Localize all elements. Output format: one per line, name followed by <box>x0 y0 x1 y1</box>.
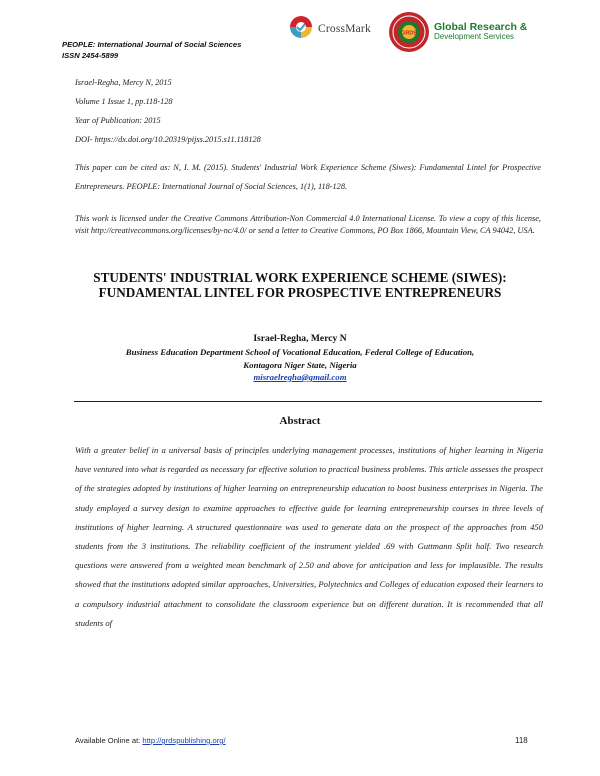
section-divider <box>74 401 542 402</box>
affiliation-line-1: Business Education Department School of Vocational Education, Federal College of Education, <box>125 347 475 357</box>
publisher-seal-icon <box>388 11 430 53</box>
crossmark-icon <box>288 14 314 44</box>
publisher-logo <box>388 11 527 53</box>
citation-text: This paper can be cited as: N, I. M. (2015). Students' Industrial Work Experience Scheme (Siwes): Fundamental Lintel for Prospective Entrepreneurs. PEOPLE: International Journal of Social Sciences, 1(1), 118-128. <box>75 163 541 191</box>
journal-header <box>62 39 241 61</box>
author-email-link[interactable]: misraelregha@gmail.com <box>253 372 347 382</box>
meta-doi[interactable]: DOI- https://dx.doi.org/10.20319/pijss.2015.s11.118128 <box>75 135 261 144</box>
meta-year: Year of Publication: 2015 <box>75 116 161 125</box>
journal-name: PEOPLE: International Journal of Social Sciences <box>62 40 242 49</box>
publisher-subname: Development Services <box>434 32 515 41</box>
author-affiliation <box>0 346 600 384</box>
author-name: Israel-Regha, Mercy N <box>253 333 347 344</box>
footer-url-link[interactable]: http://grdspublishing.org/ <box>142 736 226 745</box>
journal-issn: ISSN 2454-5899 <box>62 51 119 60</box>
abstract-body: With a greater belief in a universal basis of principles underlying management processes, institutions of higher learning in Nigeria have ventured into what is regarded as necessary for effective solution to practical business problems. This article assesses the prospect of the strategies adopted by institutions of higher learning on entrepreneurship education to boost business enterprises in Nigeria. The study employed a survey design to examine approaches to effective guide for learning entrepreneurship courses in three levels of institutions of higher learning. A structured questionnaire was used to generate data on the prospect of the approaches from 450 students from the 3 institutions. The reliability coefficient of the instrument yielded .69 with Guttmann Split half. Two research questions were answered from a weighted mean benchmark of 2.50 and above for anticipation and less for implausible. The results showed that the institutions adopted similar approaches, Universities, Polytechnics and Colleges of education exposed their learners to a compulsory industrial attachment to consolidate the classroom experience but on different duration. It is recommended that all students of <box>75 445 543 628</box>
crossmark-label: CrossMark <box>318 23 371 35</box>
license-text: This work is licensed under the Creative Commons Attribution-Non Commercial 4.0 International License. To view a copy of this license, visit http://creativecommons.org/licenses/by-nc/4.0/ or send a letter to Creative Commons, PO Box 1866, Mountain View, CA 94042, USA. <box>75 214 541 235</box>
abstract-heading: Abstract <box>279 415 321 427</box>
footer <box>75 736 226 745</box>
page-number: 118 <box>515 736 528 745</box>
crossmark-badge[interactable] <box>288 14 371 44</box>
meta-volume: Volume 1 Issue 1, pp.118-128 <box>75 97 173 106</box>
publisher-seal-text: GRDS <box>401 30 417 37</box>
publisher-name: Global Research & <box>434 21 528 33</box>
meta-author: Israel-Regha, Mercy N, 2015 <box>75 78 172 87</box>
paper-title: STUDENTS' INDUSTRIAL WORK EXPERIENCE SCHEME (SIWES): FUNDAMENTAL LINTEL FOR PROSPECTIVE ENTREPRENEURS <box>93 270 507 300</box>
footer-available-label: Available Online at: <box>75 736 141 745</box>
affiliation-line-2: Kontagora Niger State, Nigeria <box>243 359 357 370</box>
